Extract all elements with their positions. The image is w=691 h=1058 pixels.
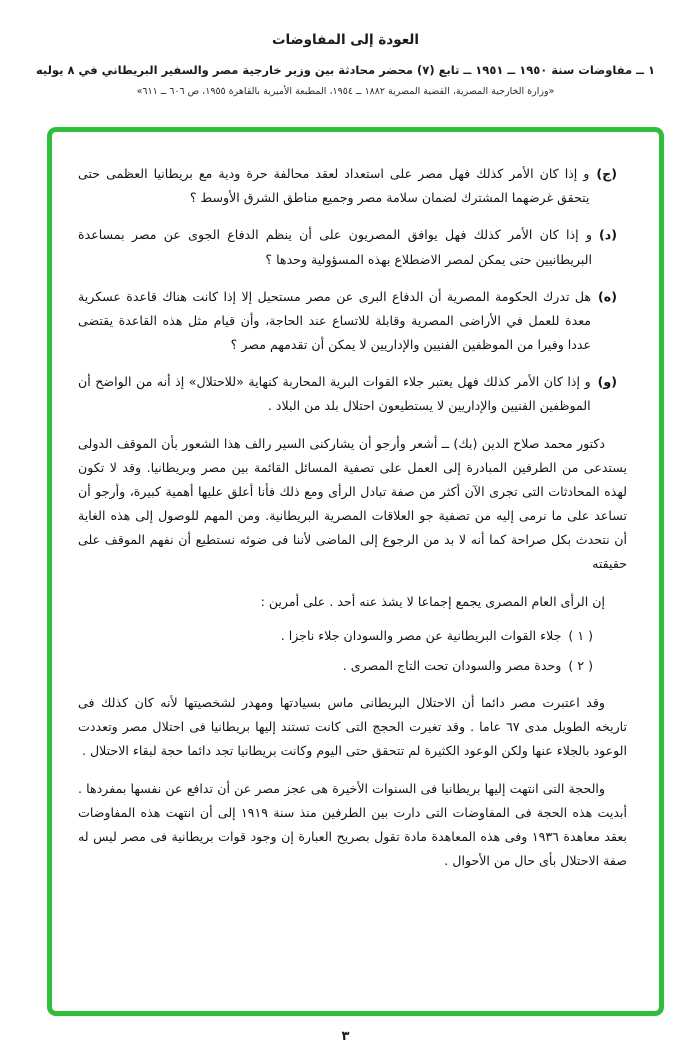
document-headline: ١ ــ مفاوضات سنة ١٩٥٠ ــ ١٩٥١ ــ تابع (٧) محضر محادثة بين وزير خارجية مصر والسفير البريطاني في ٨ يوليه	[35, 63, 656, 77]
page-title: العودة إلى المفاوضات	[271, 32, 420, 48]
document-body	[78, 162, 627, 873]
item-text: و إذا كان الأمر كذلك فهل يوافق المصريون على أن ينظم الدفاع الجوى عن مصر بمساعدة البريطانيين حتى يمكن لمصر الاضطلاع بهذه المسؤولية وحدها ؟	[78, 227, 593, 267]
item-marker: (و)	[597, 374, 617, 390]
numbered-item-1	[78, 624, 627, 648]
item-text: هل تدرك الحكومة المصرية أن الدفاع البرى عن مصر مستحيل إلا إذا كانت هناك قاعدة عسكرية معدة للعمل في الأراضى المصرية وقابلة للاتساع عند الحاجة، وأن قيام مثل هذه القاعدة يقتضى عددا وفيرا من الموظفين الفنيين والإداريين لا يمكن أن تقدمهم مصر ؟	[78, 288, 592, 353]
paragraph-occupation-history: وقد اعتبرت مصر دائما أن الاحتلال البريطانى ماس بسيادتها ومهدر لشخصيتها لأنه كان كذلك فى تاريخه الطويل مدى ٦٧ عاما . وقد تغيرت الحجج التى كانت تستند إليها بريطانيا فى احتلال مصر وتعددت الوعود بالجلاء عنها ولكن الوعود الكثيرة لم تتحقق حتى اليوم وكانت بريطانيا تجد دائما حجة لبقاء الاحتلال .	[78, 695, 628, 759]
lettered-item-waw	[78, 370, 627, 418]
item-text: وحدة مصر والسودان تحت التاج المصرى .	[342, 657, 562, 673]
numbered-list	[78, 624, 627, 678]
paragraph-public-opinion-intro: إن الرأى العام المصرى يجمع إجماعا لا يشذ عنه أحد . على أمرين :	[260, 593, 605, 609]
lettered-item-dal	[78, 223, 627, 271]
numbered-item-2	[78, 654, 627, 678]
paragraph-final-argument: والحجة التى انتهت إليها بريطانيا فى السنوات الأخيرة هى عجز مصر عن أن تدافع عن نفسها بمفردها . أبديت هذه الحجة فى المفاوضات التى دارت بين الطرفين منذ سنة ١٩١٩ إلى أن انتهت هذه المفاوضات بعقد معاهدة ١٩٣٦ وفى هذه المعاهدة مادة تقول بصريح العبارة إن وجود قوات بريطانية فى مصر ليس له صفة الاحتلال بأى حال من الأحوال .	[78, 780, 627, 869]
item-marker: (د)	[599, 227, 617, 243]
item-marker: ( ١ )	[568, 627, 593, 643]
source-citation: «وزارة الخارجية المصرية، القضية المصرية ١٨٨٢ ــ ١٩٥٤، المطبعة الأميرية بالقاهرة ١٩٥٥، ص ٦٠٦ ــ ٦١١»	[136, 86, 555, 97]
paragraph-doctor-statement: دكتور محمد صلاح الدين (بك) ــ أشعر وأرجو أن يشاركنى السير رالف هذا الشعور بأن الموقف الدولى يستدعى من الطرفين المبادرة إلى العمل على تصفية المسائل القائمة بين مصر وبريطانيا. وقد لا تكون لهذه المحادثات التى تجرى الآن أكثر من صفة تبادل الرأى ومع ذلك فأنا أعلق عليها أهمية كبيرة، وأرجو أن تساعد على ما نرمى إليه من تصفية جو العلاقات المصرية البريطانية. ومن المهم للوصول إلى هذه الغاية أن نتحدث بكل صراحة كما أنه لا بد من الرجوع إلى الماضى لأننا فى ضوئه نستطيع أن نفهم الموقف على حقيقته	[78, 435, 627, 572]
lettered-item-ha	[78, 285, 627, 358]
document-header	[0, 0, 691, 97]
page-number: ٣	[341, 1029, 350, 1044]
item-text: و إذا كان الأمر كذلك فهل مصر على استعداد لعقد محالفة حرة ودية مع بريطانيا العظمى حتى يتحقق غرضهما المشترك لضمان سلامة مصر وجميع مناطق الشرق الأوسط ؟	[78, 166, 590, 206]
green-highlight-annotation	[47, 127, 664, 1016]
item-marker: ( ٢ )	[568, 657, 593, 673]
item-marker: (ه)	[598, 288, 617, 304]
lettered-item-jeem	[78, 162, 627, 210]
item-marker: (ج)	[596, 166, 617, 181]
item-text: و إذا كان الأمر كذلك فهل يعتبر جلاء القوات البرية المحاربة كنهاية «للاحتلال» إذ أنه من الواضح أن الموظفين الفنيين والإداريين لا يستطيعون احتلال بلد من البلاد .	[78, 374, 591, 414]
item-text: جلاء القوات البريطانية عن مصر والسودان جلاء ناجزا .	[280, 627, 562, 643]
